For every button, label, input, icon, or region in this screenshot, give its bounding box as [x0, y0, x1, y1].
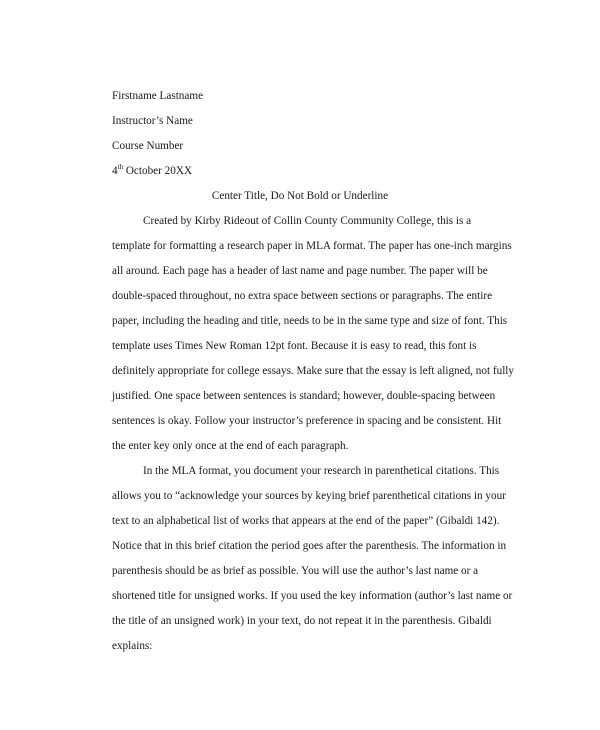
instructor-name: Instructor’s Name	[112, 115, 193, 127]
paragraph-line: allows you to “acknowledge your sources by keying brief parenthetical citations in your	[112, 490, 506, 502]
paragraph-line: paper, including the heading and title, needs to be in the same type and size of font. This	[112, 315, 508, 327]
paragraph-line: sentences is okay. Follow your instructor’s preference in spacing and be consistent. Hit	[112, 415, 502, 427]
paragraph-line: all around. Each page has a header of last name and page number. The paper will be	[112, 265, 488, 277]
paragraph-line: template for formatting a research paper in MLA format. The paper has one-inch margins	[112, 240, 512, 252]
paragraph-line: Notice that in this brief citation the period goes after the parenthesis. The information in	[112, 540, 507, 552]
paragraph-line: definitely appropriate for college essays. Make sure that the essay is left aligned, not fully	[112, 365, 515, 377]
author-name: Firstname Lastname	[112, 90, 204, 102]
course-number: Course Number	[112, 140, 184, 152]
date-rest: October 20XX	[123, 165, 193, 177]
date-day: 4	[112, 165, 118, 177]
paragraph-line: the title of an unsigned work) in your text, do not repeat it in the parenthesis. Gibaldi	[112, 615, 492, 627]
paragraph-line: double-spaced throughout, no extra space between sections or paragraphs. The entire	[112, 290, 493, 302]
date-line	[112, 159, 488, 184]
paragraph-1	[112, 209, 515, 459]
paragraph-line: Created by Kirby Rideout of Collin County Community College, this is a	[143, 215, 472, 227]
paragraph-line: explains:	[112, 640, 153, 652]
paragraph-2	[112, 459, 513, 659]
paper-title: Center Title, Do Not Bold or Underline	[211, 190, 389, 202]
paragraph-line: In the MLA format, you document your research in parenthetical citations. This	[143, 465, 500, 477]
document-body	[112, 84, 515, 659]
paragraph-line: parenthesis should be as brief as possible. You will use the author’s last name or a	[112, 565, 479, 577]
paragraph-line: shortened title for unsigned works. If you used the key information (author’s last name or	[112, 590, 513, 602]
paragraph-line: the enter key only once at the end of each paragraph.	[112, 440, 349, 452]
paragraph-line: template uses Times New Roman 12pt font. Because it is easy to read, this font is	[112, 340, 477, 352]
paragraph-line: text to an alphabetical list of works that appears at the end of the paper” (Gibaldi 142).	[112, 515, 500, 527]
date-suffix: th	[117, 163, 124, 171]
paragraph-line: justified. One space between sentences is standard; however, double-spacing between	[112, 390, 496, 402]
